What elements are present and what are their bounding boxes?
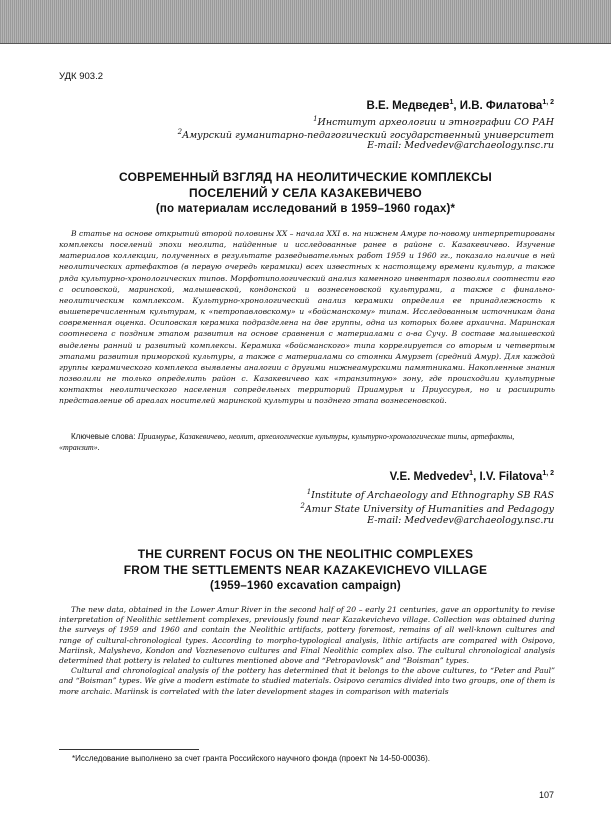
ru-keywords-label: Ключевые слова: xyxy=(71,432,136,441)
footnote: *Исследование выполнено за счет гранта Российского научного фонда (проект № 14-50-00036). xyxy=(72,754,431,763)
en-email: E-mail: Medvedev@archaeology.nsc.ru xyxy=(367,515,554,526)
ru-keywords xyxy=(59,431,555,453)
en-affiliation-1-sup: 1 xyxy=(306,488,312,496)
ru-affiliation-1-sup: 1 xyxy=(313,115,318,123)
ru-author-1: В.Е. Медведев xyxy=(366,99,450,112)
ru-abstract: В статье на основе открытий второй половины XX – начала XXI в. на нижнем Амуре по-новому интерпретированы комплексы поселений эпохи неолита, найденные и исследованные ранее в районе с. Казакевичево. Изучение материалов коллекции, полученных в результате разведывательных работ 1959 и 1960 гг., показало наличие в ней неолитических артефактов (в первую очередь керамики) всех известных к настоящему времени культур, а также ряда культурно-хронологических типов. Морфотипологический анализ каменного инвентаря позволил соотнести его с осиповской, маринской, малышевской, кондонской и вознесеновской культурами, а также с финально-неолитическим комплексом. Культурно-хронологический анализ керамики определил ее принадлежность к вышеперечисленным культурам, к «петропавловскому» и «бойсманскому» типам. Исследованным источникам дана современная оценка. Осиповская керамика подразделена на две группы, одна из которых более архаична. Маринская соотнесена с поздним этапом развития на основе сравнения с материалами с о-ва Сучу. В составе малышевской выделены ранний и развитый комплексы. Керамика «бойсманского» типа коррелируется со вторым и четвертым этапами развития приморской культуры, а также с материалами со стоянки Амурзет (средний Амур). Для каждой группы керамического комплекса выявлены аналогии с другими нижнеамурскими памятниками. Накопленные знания позволили не только определить район с. Казакевичево как «транзитную» зону, где происходили культурные контакты неолитического населения сопредельных территорий Приамурья и Приуссурья, но и расширить представление об ареалах носителей маринской культуры и позднего этапа вознесеновской. xyxy=(59,229,555,406)
en-title xyxy=(40,546,571,594)
udk-code: УДК 903.2 xyxy=(59,71,103,82)
en-title-line-1: THE CURRENT FOCUS ON THE NEOLITHIC COMPLEXES xyxy=(137,547,474,561)
en-affiliation-2-sup: 2 xyxy=(300,502,305,510)
en-affiliation-2-text: Amur State University of Humanities and Pedagogy xyxy=(304,504,554,516)
ru-affiliation-2-text: Амурский гуманитарно-педагогический государственный университет xyxy=(182,130,554,142)
ru-keywords-text: Приамурье, Казакевичево, неолит, археологические культуры, культурно-хронологические типы, артефакты, «транзит». xyxy=(59,432,515,452)
en-authors xyxy=(390,470,554,483)
header-rule xyxy=(0,43,611,44)
en-abstract xyxy=(59,605,555,697)
ru-authors xyxy=(367,99,554,112)
ru-author-2: , И.В. Филатова xyxy=(453,99,543,112)
ru-title-line-3: (по материалам исследований в 1959–1960 годах)* xyxy=(155,203,456,215)
ru-author-2-sup: 1, 2 xyxy=(542,99,554,106)
ru-affiliation-2-sup: 2 xyxy=(177,128,183,136)
ru-title-line-1: СОВРЕМЕННЫЙ ВЗГЛЯД НА НЕОЛИТИЧЕСКИЕ КОМПЛЕКСЫ xyxy=(119,170,492,184)
en-abstract-paragraph-1: The new data, obtained in the Lower Amur River in the second half of 20 – early 21 centuries, gave an opportunity to revise interpretation of Neolithic settlement complexes, previously found near Kazakevichevo village. Collection was obtained during the surveys of 1959 and 1960 and contain the Neolithic artifacts, pottery foremost, remains of all well-known cultures and range of cultural-chronological types. According to morpho-typological analysis, lithic artifacts are compared with Osipovo, Mariinsk, Malyshevo, Kondon and Voznesenovo cultures and Final Neolithic complex also. The cultural chronological analysis determined that pottery is related to cultures mentioned above and “Petropavlovsk” and “Boisman” types. xyxy=(59,605,555,666)
page-number: 107 xyxy=(538,790,554,800)
ru-author-1-sup: 1 xyxy=(449,99,454,106)
ru-email: E-mail: Medvedev@archaeology.nsc.ru xyxy=(367,140,554,151)
ru-title-line-2: ПОСЕЛЕНИЙ У СЕЛА КАЗАКЕВИЧЕВО xyxy=(189,186,422,200)
en-title-line-3: (1959–1960 excavation campaign) xyxy=(210,580,401,592)
en-author-1: V.E. Medvedev xyxy=(389,470,470,483)
ru-affiliation-1-text: Институт археологии и этнографии СО РАН xyxy=(317,117,554,129)
en-author-2-sup: 1, 2 xyxy=(542,470,554,477)
en-author-1-sup: 1 xyxy=(469,470,474,477)
en-title-line-2: FROM THE SETTLEMENTS NEAR KAZAKEVICHEVO VILLAGE xyxy=(123,563,488,577)
en-affiliation-1-text: Institute of Archaeology and Ethnography SB RAS xyxy=(311,490,554,502)
footnote-rule xyxy=(59,749,199,750)
scanned-header-band xyxy=(0,0,611,43)
en-author-2: , I.V. Filatova xyxy=(473,470,543,483)
ru-title xyxy=(40,169,571,217)
en-abstract-paragraph-2: Cultural and chronological analysis of the pottery has determined that it belongs to the above cultures, to “Peter and Paul” and “Boisman” types. We give a modern estimate to studied materials. Osipovo ceramics divided into two groups, one of them is more archaic. Mariinsk is correlated with the later development stages in comparison with materials xyxy=(59,666,555,696)
